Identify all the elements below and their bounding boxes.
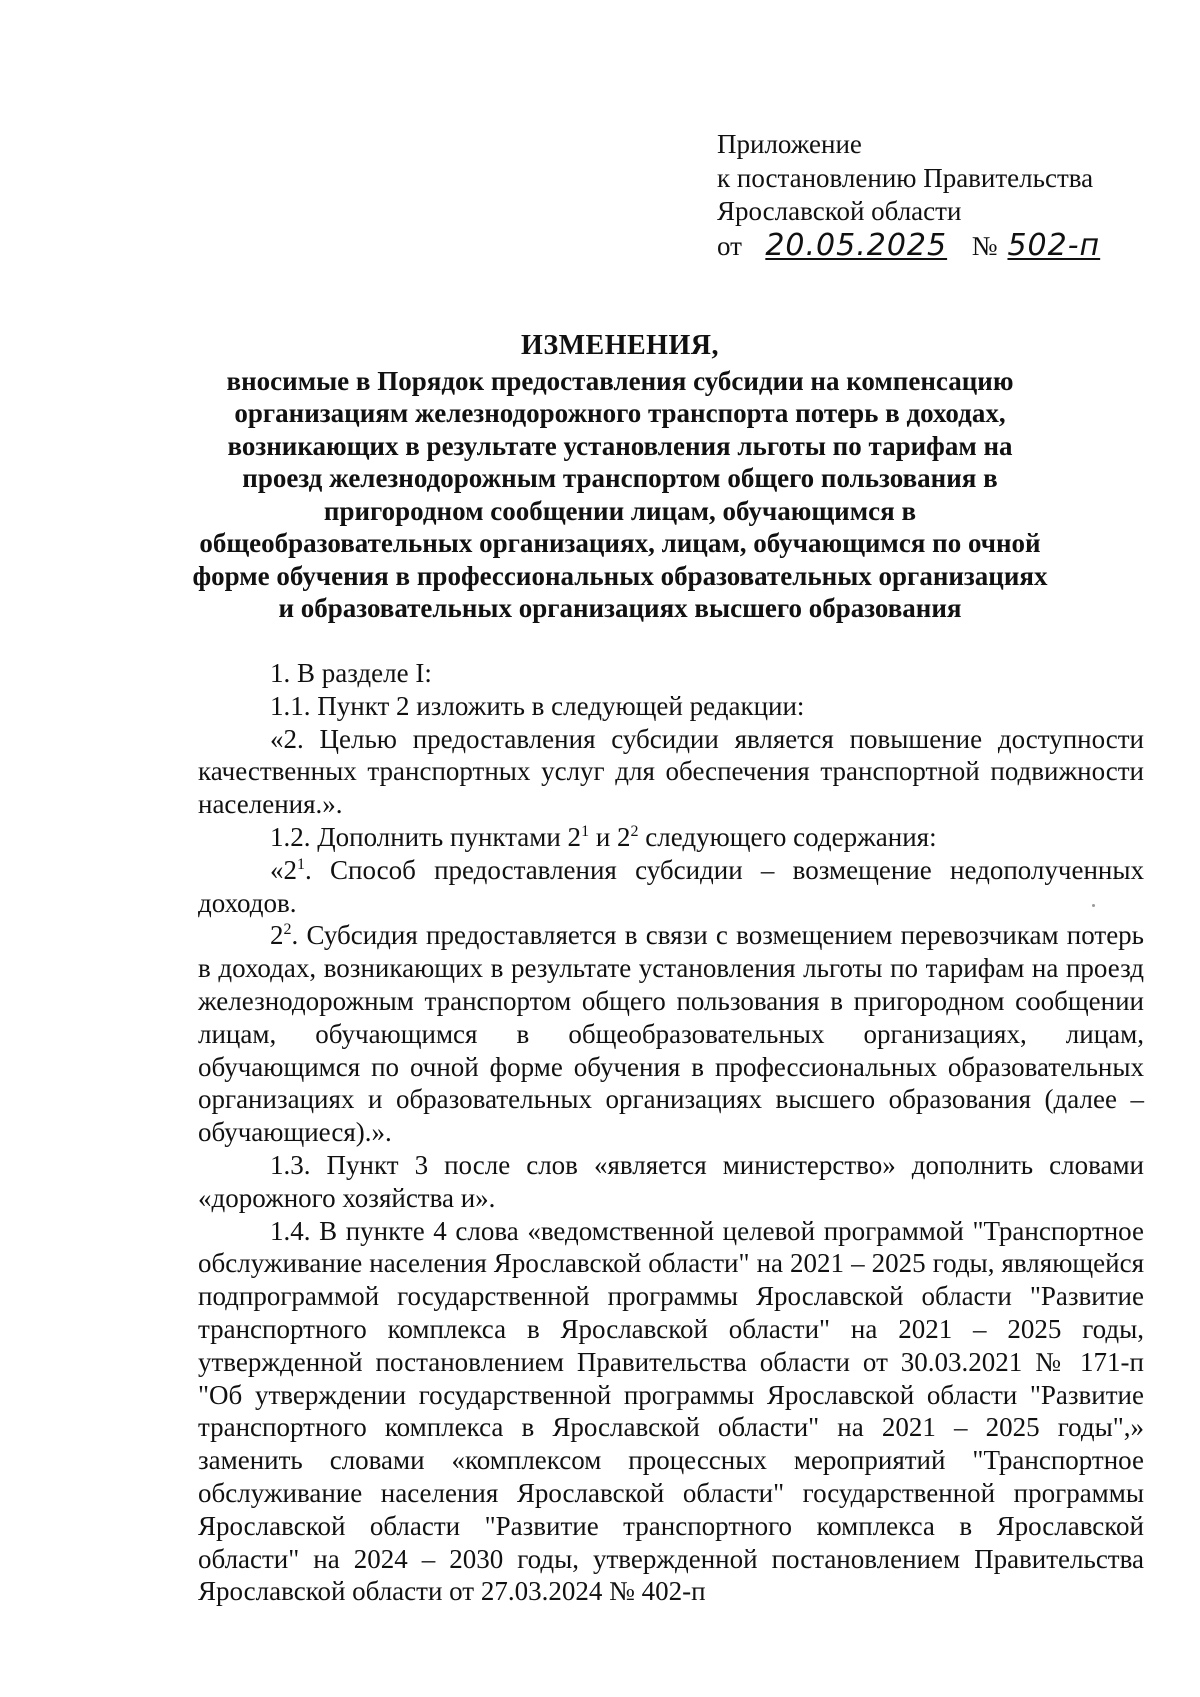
superscript: 1: [581, 822, 590, 840]
number-sign: №: [971, 230, 998, 261]
text-run: . Субсидия предоставляется в связи с возмещением перевозчикам потерь в доходах, возникающих в результате установления льготы по тарифам на проезд железнодорожным транспортом общего пользования в пригородном сообщении лицам, обучающимся в общеобразовательных организациях, лицам, обучающимся по очной форме обучения в профессиональных образовательных организациях и образовательных организациях высшего образования (далее – обучающиеся).».: [198, 920, 1144, 1148]
text-run: 1.2. Дополнить пунктами 2: [270, 821, 582, 852]
title-heading: ИЗМЕНЕНИЯ,: [521, 330, 719, 361]
title-subtitle: вносимые в Порядок предоставления субсидии на компенсацию организациям железнодорожного транспорта потерь в доходах, возникающих в результате установления льготы по тарифам на проезд железнодорожным транспортом общего пользования в пригородном сообщении лицам, обучающимся в общеобразовательных организациях, лицам, обучающимся по очной форме обучения в профессиональных образовательных организациях и образовательных организациях высшего образования: [192, 365, 1048, 623]
paragraph-1: 1. В разделе I:: [270, 658, 432, 688]
paragraph-quote-2: «2. Целью предоставления субсидии является повышение доступности качественных транспортных услуг для обеспечения транспортной подвижности населения.».: [198, 723, 1144, 820]
paragraph-1-1: 1.1. Пункт 2 изложить в следующей редакции:: [270, 690, 805, 721]
annex-header: [717, 128, 1157, 263]
annex-region: Ярославской области: [717, 196, 962, 226]
text-run: и 2: [589, 821, 631, 852]
annex-label: Приложение: [717, 129, 862, 159]
paragraph-quote-2-2: [198, 919, 1144, 1149]
paragraph-1-4: 1.4. В пункте 4 слова «ведомственной целевой программой "Транспортное обслуживание населения Ярославской области" на 2021 – 2025 годы, являющейся подпрограммой государственной программы Ярославской области "Развитие транспортного комплекса в Ярославской области" на 2021 – 2025 годы, утвержденной постановлением Правительства области от 30.03.2021 № 171-п "Об утверждении государственной программы Ярославской области "Развитие транспортного комплекса в Ярославской области" на 2021 – 2025 годы",» заменить словами «комплексом процессных мероприятий "Транспортное обслуживание населения Ярославской области" государственной программы Ярославской области "Развитие транспортного комплекса в Ярославской области" на 2024 – 2030 годы, утвержденной постановлением Правительства Ярославской области от 27.03.2024 № 402-п: [198, 1215, 1144, 1607]
paragraph-1-2: [198, 821, 1144, 854]
text-run: . Способ предоставления субсидии – возмещение недополученных доходов.: [198, 854, 1144, 918]
document-body: [198, 657, 1144, 1608]
superscript: 2: [283, 921, 292, 939]
text-run: «2: [270, 854, 297, 885]
superscript: 1: [297, 855, 305, 873]
handwritten-number: 502-п: [1007, 227, 1101, 263]
handwritten-date: 20.05.2025: [765, 227, 948, 263]
annex-date-number-line: [717, 229, 1157, 264]
paragraph-1-3: 1.3. Пункт 3 после слов «является министерство» дополнить словами «дорожного хозяйства и».: [198, 1149, 1144, 1213]
date-prefix: от: [717, 230, 742, 261]
document-title: [190, 330, 1050, 625]
text-run: 2: [270, 920, 284, 951]
text-run: следующего содержания:: [638, 821, 937, 852]
superscript: 2: [630, 822, 639, 840]
scan-speck: [1092, 904, 1095, 907]
annex-resolution-ref: к постановлению Правительства: [717, 162, 1094, 193]
paragraph-quote-2-1: [198, 854, 1144, 920]
